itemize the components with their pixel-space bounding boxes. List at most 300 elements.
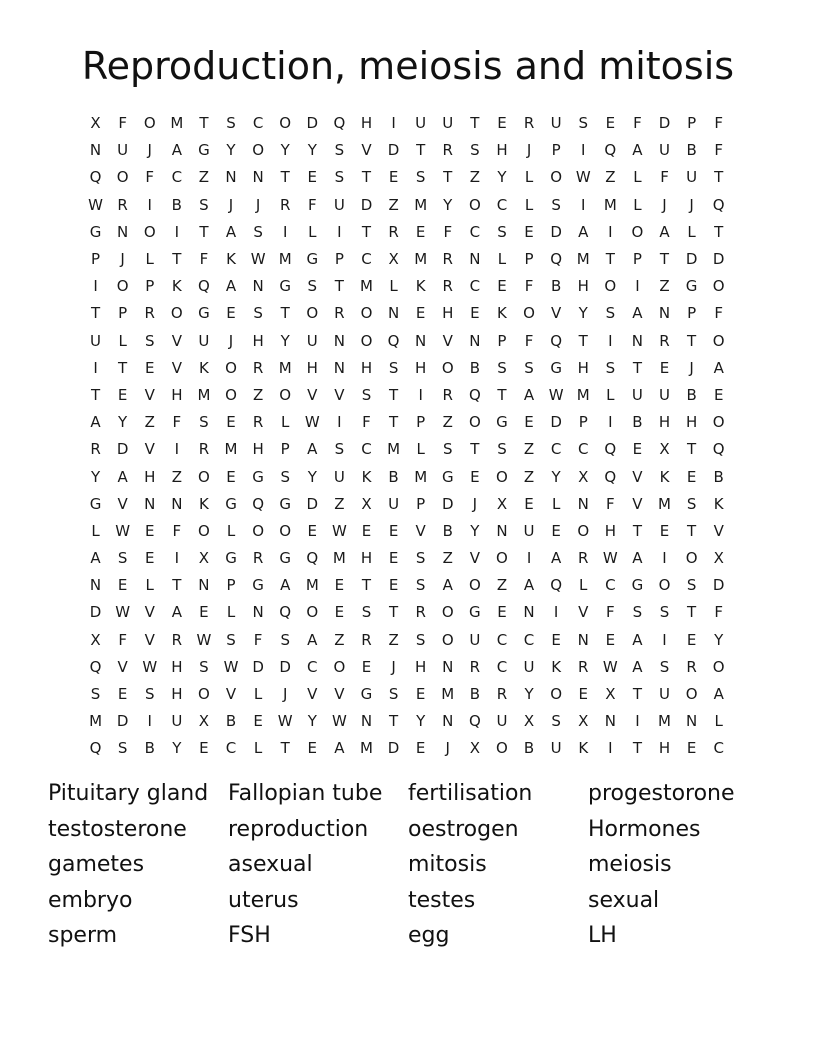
grid-letter: C	[469, 222, 481, 241]
grid-letter: T	[280, 168, 290, 187]
grid-letter: Q	[468, 385, 481, 404]
word-list-item: meiosis	[588, 852, 672, 878]
grid-letter: S	[361, 385, 372, 404]
grid-letter: B	[686, 385, 697, 404]
grid-letter: G	[441, 467, 454, 486]
grid-letter: C	[713, 739, 724, 758]
grid-letter: G	[252, 576, 264, 595]
grid-letter: B	[388, 467, 399, 486]
grid-letter: H	[658, 413, 671, 432]
grid-letter: D	[712, 250, 725, 269]
grid-letter: E	[686, 739, 697, 758]
grid-letter: I	[174, 549, 180, 568]
grid-letter: C	[496, 195, 508, 214]
grid-letter: T	[199, 114, 209, 133]
grid-letter: A	[713, 685, 724, 704]
grid-letter: R	[469, 657, 481, 676]
grid-letter: A	[117, 467, 128, 486]
grid-letter: T	[90, 304, 101, 323]
grid-letter: V	[307, 385, 318, 404]
grid-letter: I	[553, 603, 559, 622]
grid-letter: I	[635, 712, 640, 731]
word-list-item: gametes	[48, 852, 145, 878]
grid-letter: M	[441, 685, 455, 704]
grid-letter: K	[551, 657, 562, 676]
grid-letter: D	[387, 739, 400, 758]
grid-letter: M	[278, 250, 292, 269]
grid-letter: E	[497, 277, 507, 296]
grid-letter: Q	[89, 657, 102, 676]
grid-letter: O	[496, 467, 508, 486]
grid-row	[82, 599, 734, 626]
grid-letter: H	[360, 358, 373, 377]
grid-letter: Y	[280, 331, 290, 350]
grid-letter: U	[171, 712, 183, 731]
grid-letter: O	[685, 685, 698, 704]
grid-letter: S	[497, 222, 507, 241]
grid-letter: Y	[443, 195, 453, 214]
grid-letter: M	[576, 250, 590, 269]
grid-letter: A	[523, 385, 535, 404]
grid-row	[82, 681, 734, 708]
grid-letter: P	[497, 331, 507, 350]
grid-letter: W	[223, 657, 239, 676]
grid-letter: T	[443, 168, 453, 187]
grid-letter: B	[632, 413, 643, 432]
grid-letter: O	[279, 114, 292, 133]
grid-letter: N	[577, 494, 589, 513]
grid-letter: Q	[712, 195, 725, 214]
grid-letter: Q	[279, 603, 292, 622]
grid-letter: S	[551, 195, 561, 214]
grid-letter: T	[90, 385, 101, 404]
grid-letter: V	[117, 494, 128, 513]
grid-letter: G	[496, 413, 508, 432]
grid-letter: M	[332, 549, 346, 568]
grid-letter: R	[578, 549, 589, 568]
grid-letter: F	[253, 630, 263, 649]
grid-letter: U	[90, 331, 102, 350]
grid-letter: B	[171, 195, 182, 214]
grid-letter: E	[713, 385, 724, 404]
grid-letter: N	[577, 630, 589, 649]
grid-letter: O	[360, 331, 373, 350]
word-list-item: Hormones	[588, 816, 701, 842]
grid-letter: R	[496, 685, 508, 704]
grid-letter: I	[282, 222, 288, 241]
grid-letter: E	[388, 549, 399, 568]
grid-row	[82, 572, 734, 599]
grid-letter: H	[171, 385, 183, 404]
grid-letter: W	[88, 195, 103, 214]
grid-letter: V	[334, 385, 345, 404]
grid-letter: T	[632, 739, 642, 758]
grid-letter: I	[147, 712, 152, 731]
grid-letter: L	[253, 739, 263, 758]
grid-letter: Q	[604, 467, 617, 486]
grid-letter: I	[608, 222, 613, 241]
grid-letter: T	[280, 304, 290, 323]
grid-letter: S	[226, 114, 236, 133]
grid-letter: W	[602, 549, 618, 568]
grid-letter: Q	[550, 250, 563, 269]
grid-letter: J	[282, 685, 288, 704]
grid-letter: P	[416, 494, 426, 513]
grid-letter: N	[685, 712, 698, 731]
grid-letter: D	[685, 250, 698, 269]
grid-letter: O	[198, 685, 210, 704]
grid-letter: L	[91, 521, 100, 540]
grid-letter: Z	[198, 168, 210, 187]
grid-letter: E	[632, 440, 643, 459]
grid-letter: P	[118, 304, 128, 323]
grid-letter: Q	[604, 440, 617, 459]
grid-letter: C	[252, 114, 264, 133]
grid-letter: P	[524, 250, 534, 269]
grid-letter: H	[415, 657, 427, 676]
grid-letter: M	[305, 576, 319, 595]
grid-letter: F	[714, 304, 724, 323]
grid-letter: T	[199, 222, 209, 241]
grid-letter: F	[660, 168, 669, 187]
grid-letter: O	[468, 413, 481, 432]
word-list-item: FSH	[228, 923, 271, 949]
grid-letter: W	[115, 521, 131, 540]
grid-letter: V	[442, 331, 453, 350]
grid-letter: U	[523, 657, 535, 676]
grid-letter: K	[171, 277, 182, 296]
grid-letter: W	[548, 385, 564, 404]
grid-letter: I	[147, 195, 152, 214]
grid-letter: J	[472, 494, 478, 513]
grid-letter: E	[415, 685, 426, 704]
grid-letter: S	[415, 168, 426, 187]
grid-letter: N	[442, 712, 454, 731]
grid-letter: F	[172, 413, 182, 432]
grid-letter: O	[198, 521, 210, 540]
grid-letter: L	[226, 603, 236, 622]
grid-letter: E	[686, 630, 697, 649]
grid-letter: N	[333, 358, 345, 377]
grid-letter: O	[225, 385, 237, 404]
grid-letter: Y	[470, 521, 480, 540]
grid-letter: R	[279, 195, 291, 214]
grid-letter: B	[469, 358, 480, 377]
grid-letter: G	[225, 494, 237, 513]
grid-letter: F	[606, 494, 615, 513]
grid-letter: D	[658, 114, 671, 133]
grid-letter: R	[252, 358, 264, 377]
grid-letter: Q	[89, 168, 102, 187]
grid-letter: F	[714, 603, 724, 622]
grid-letter: D	[550, 413, 562, 432]
grid-letter: S	[280, 467, 290, 486]
grid-letter: Q	[550, 576, 563, 595]
grid-letter: R	[361, 630, 372, 649]
grid-letter: H	[496, 141, 508, 160]
grid-letter: S	[470, 141, 480, 160]
grid-letter: I	[581, 195, 586, 214]
grid-letter: E	[361, 521, 372, 540]
grid-letter: D	[441, 494, 454, 513]
grid-letter: O	[441, 630, 454, 649]
grid-letter: X	[659, 440, 670, 459]
grid-row	[82, 545, 734, 572]
grid-letter: O	[279, 385, 292, 404]
grid-letter: U	[306, 331, 318, 350]
grid-letter: S	[226, 630, 236, 649]
grid-letter: L	[579, 576, 588, 595]
grid-letter: Q	[468, 712, 481, 731]
grid-letter: S	[199, 413, 209, 432]
grid-letter: E	[144, 549, 155, 568]
grid-letter: H	[306, 358, 318, 377]
grid-letter: B	[523, 739, 535, 758]
grid-letter: A	[551, 549, 562, 568]
grid-letter: M	[224, 440, 238, 459]
grid-letter: A	[334, 739, 345, 758]
grid-letter: U	[496, 712, 508, 731]
word-list-item: uterus	[228, 887, 299, 913]
grid-letter: Y	[307, 712, 317, 731]
grid-letter: T	[687, 440, 697, 459]
grid-letter: S	[578, 114, 588, 133]
word-list-item: egg	[408, 923, 450, 949]
grid-letter: F	[443, 222, 453, 241]
grid-letter: B	[469, 685, 480, 704]
grid-letter: N	[415, 331, 427, 350]
grid-letter: Y	[226, 141, 236, 160]
grid-letter: S	[497, 440, 507, 459]
grid-letter: Q	[89, 739, 102, 758]
grid-letter: V	[713, 521, 724, 540]
grid-letter: X	[605, 685, 616, 704]
grid-letter: U	[686, 168, 698, 187]
grid-letter: L	[633, 195, 642, 214]
grid-letter: O	[712, 331, 725, 350]
grid-letter: A	[225, 222, 237, 241]
grid-letter: F	[307, 195, 317, 214]
grid-letter: L	[524, 195, 534, 214]
grid-letter: I	[608, 331, 613, 350]
grid-letter: L	[226, 521, 236, 540]
grid-letter: K	[199, 358, 209, 377]
grid-letter: C	[550, 440, 562, 459]
grid-letter: E	[388, 521, 399, 540]
grid-letter: G	[198, 141, 210, 160]
grid-letter: R	[171, 630, 183, 649]
grid-letter: S	[307, 277, 318, 296]
grid-letter: T	[470, 114, 480, 133]
grid-letter: N	[469, 331, 481, 350]
grid-letter: M	[387, 440, 401, 459]
grid-letter: R	[659, 331, 670, 350]
grid-letter: A	[578, 222, 589, 241]
grid-letter: E	[524, 222, 534, 241]
grid-letter: J	[147, 141, 152, 160]
grid-letter: I	[93, 358, 98, 377]
grid-letter: Y	[307, 141, 317, 160]
grid-letter: S	[415, 549, 426, 568]
grid-letter: S	[443, 440, 453, 459]
grid-letter: U	[469, 630, 481, 649]
grid-letter: O	[143, 222, 156, 241]
grid-letter: T	[687, 331, 697, 350]
grid-letter: N	[387, 304, 400, 323]
grid-letter: E	[144, 521, 155, 540]
grid-letter: E	[605, 114, 616, 133]
grid-letter: M	[576, 385, 590, 404]
grid-letter: N	[631, 331, 644, 350]
grid-letter: A	[632, 141, 643, 160]
grid-letter: X	[90, 114, 101, 133]
grid-letter: X	[578, 712, 589, 731]
grid-letter: P	[334, 250, 344, 269]
grid-letter: V	[415, 521, 426, 540]
grid-letter: B	[225, 712, 237, 731]
grid-letter: U	[523, 521, 535, 540]
grid-letter: L	[118, 331, 127, 350]
grid-letter: T	[388, 385, 399, 404]
grid-letter: U	[550, 114, 562, 133]
grid-row	[82, 654, 734, 681]
grid-letter: E	[497, 603, 507, 622]
grid-letter: E	[117, 576, 128, 595]
grid-letter: B	[144, 739, 155, 758]
grid-letter: Z	[144, 413, 155, 432]
grid-letter: E	[334, 576, 345, 595]
word-list-item: mitosis	[408, 852, 487, 878]
word-list	[48, 776, 788, 954]
grid-letter: I	[337, 222, 342, 241]
grid-letter: O	[712, 277, 725, 296]
grid-letter: S	[334, 440, 345, 459]
grid-letter: P	[280, 440, 290, 459]
grid-letter: Y	[714, 630, 724, 649]
grid-letter: R	[252, 549, 264, 568]
grid-row	[82, 192, 734, 219]
grid-letter: W	[575, 168, 591, 187]
grid-letter: E	[226, 413, 236, 432]
grid-letter: M	[603, 195, 617, 214]
grid-letter: Y	[118, 413, 128, 432]
grid-letter: S	[659, 657, 670, 676]
grid-letter: H	[604, 521, 616, 540]
grid-letter: E	[199, 603, 209, 622]
grid-letter: K	[361, 467, 372, 486]
grid-letter: N	[360, 712, 373, 731]
grid-letter: E	[578, 685, 588, 704]
grid-letter: F	[714, 141, 724, 160]
grid-letter: R	[334, 304, 345, 323]
grid-letter: E	[117, 385, 128, 404]
grid-letter: J	[689, 195, 694, 214]
grid-letter: C	[523, 630, 535, 649]
grid-letter: G	[89, 222, 102, 241]
grid-letter: L	[524, 168, 534, 187]
word-list-item: sperm	[48, 923, 118, 949]
grid-letter: Y	[280, 141, 290, 160]
grid-letter: V	[551, 304, 562, 323]
grid-letter: X	[361, 494, 372, 513]
grid-letter: X	[578, 467, 589, 486]
grid-letter: U	[388, 494, 400, 513]
grid-row	[82, 409, 734, 436]
grid-letter: Z	[334, 494, 345, 513]
grid-letter: D	[306, 494, 319, 513]
grid-letter: L	[633, 168, 642, 187]
grid-letter: X	[713, 549, 724, 568]
grid-letter: O	[496, 549, 508, 568]
grid-letter: C	[361, 440, 372, 459]
grid-letter: S	[117, 739, 128, 758]
grid-letter: N	[89, 141, 102, 160]
grid-letter: X	[496, 494, 508, 513]
grid-letter: V	[144, 630, 155, 649]
grid-letter: Q	[306, 549, 319, 568]
grid-letter: V	[632, 467, 643, 486]
grid-letter: M	[360, 739, 373, 758]
grid-letter: S	[144, 331, 155, 350]
grid-letter: C	[469, 277, 481, 296]
grid-letter: K	[578, 739, 589, 758]
grid-letter: G	[631, 576, 644, 595]
grid-letter: C	[577, 440, 589, 459]
grid-row	[82, 164, 734, 191]
grid-row	[82, 735, 734, 762]
grid-letter: D	[116, 712, 129, 731]
grid-row	[82, 110, 734, 137]
grid-letter: R	[90, 440, 101, 459]
grid-letter: I	[581, 141, 586, 160]
grid-letter: X	[523, 712, 535, 731]
page-title: Reproduction, meiosis and mitosis	[81, 44, 735, 88]
grid-letter: B	[686, 141, 697, 160]
grid-letter: H	[252, 440, 264, 459]
grid-row	[82, 491, 734, 518]
grid-letter: J	[689, 358, 694, 377]
grid-letter: G	[469, 603, 481, 622]
grid-letter: H	[415, 358, 427, 377]
grid-letter: O	[143, 114, 156, 133]
grid-letter: R	[442, 385, 453, 404]
grid-letter: W	[196, 630, 212, 649]
grid-letter: D	[279, 657, 291, 676]
grid-row	[82, 627, 734, 654]
grid-letter: K	[497, 304, 507, 323]
grid-letter: R	[198, 440, 210, 459]
grid-letter: H	[171, 657, 183, 676]
grid-letter: Z	[469, 168, 480, 187]
grid-letter: F	[606, 603, 615, 622]
word-list-item: Fallopian tube	[228, 781, 383, 806]
grid-row	[82, 355, 734, 382]
grid-letter: Z	[171, 467, 182, 486]
grid-letter: A	[632, 304, 643, 323]
grid-letter: S	[199, 657, 209, 676]
grid-letter: C	[361, 250, 372, 269]
grid-letter: M	[658, 712, 671, 731]
grid-letter: G	[198, 304, 210, 323]
grid-letter: P	[687, 304, 697, 323]
grid-letter: A	[307, 630, 318, 649]
grid-letter: O	[225, 358, 237, 377]
grid-letter: S	[686, 494, 697, 513]
grid-letter: W	[250, 250, 266, 269]
grid-letter: P	[416, 413, 426, 432]
grid-letter: Y	[551, 467, 561, 486]
grid-letter: R	[442, 250, 453, 269]
